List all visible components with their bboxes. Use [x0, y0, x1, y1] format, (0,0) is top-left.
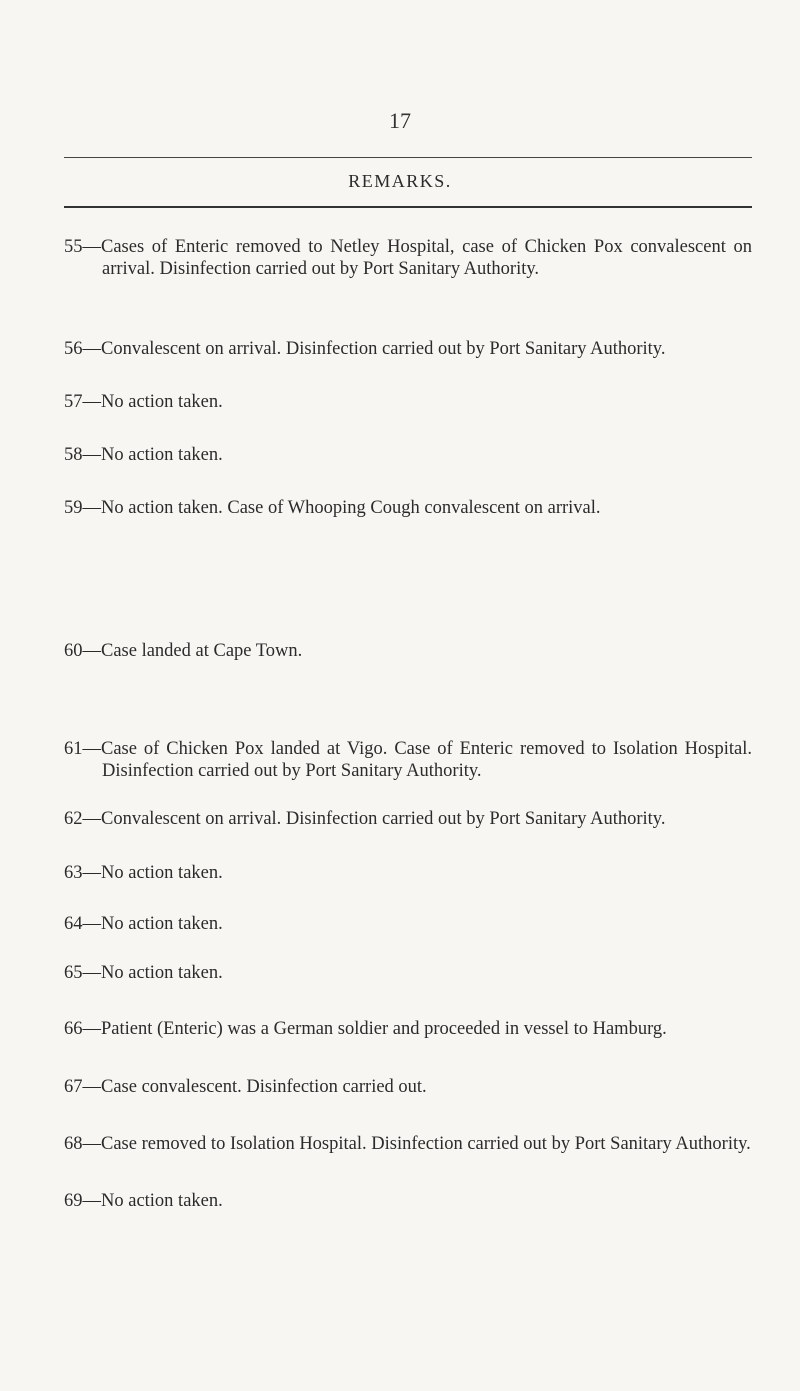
- remark-text: Case removed to Isolation Hospital. Disinfection carried out by Port Sanitary Authority.: [101, 1134, 751, 1154]
- remark-text: No action taken.: [101, 1191, 223, 1211]
- remark-separator: —: [82, 963, 101, 983]
- remark-number: 64: [64, 914, 83, 934]
- remark-text: No action taken.: [101, 392, 223, 412]
- remark-text: No action taken.: [101, 963, 223, 983]
- remark-entry-68: [64, 1133, 752, 1155]
- remark-entry-58: [64, 444, 752, 466]
- remark-entry-65: [64, 962, 752, 984]
- remark-separator: —: [82, 1134, 101, 1154]
- top-rule: [64, 157, 752, 158]
- remark-number: 63: [64, 863, 83, 883]
- remark-number: 59: [64, 498, 83, 518]
- remark-entry-56: [64, 338, 752, 360]
- remark-separator: —: [82, 914, 101, 934]
- remark-entry-63: [64, 862, 752, 884]
- remark-entry-69: [64, 1190, 752, 1212]
- remark-number: 57: [64, 392, 83, 412]
- remark-number: 60: [64, 641, 83, 661]
- remark-separator: —: [82, 1019, 101, 1039]
- remark-number: 62: [64, 809, 83, 829]
- remark-separator: —: [82, 809, 101, 829]
- remark-separator: —: [82, 1191, 101, 1211]
- remark-number: 55: [64, 237, 83, 257]
- remark-separator: —: [82, 445, 101, 465]
- remark-text: Convalescent on arrival. Disinfection carried out by Port Sanitary Authority.: [101, 339, 666, 359]
- remark-entry-67: [64, 1076, 752, 1098]
- remark-separator: —: [82, 392, 101, 412]
- remark-entry-60: [64, 640, 752, 662]
- remark-separator: —: [82, 237, 101, 257]
- remark-separator: —: [82, 339, 101, 359]
- remark-text: No action taken. Case of Whooping Cough convalescent on arrival.: [101, 498, 601, 518]
- remark-separator: —: [82, 498, 101, 518]
- remark-separator: —: [82, 641, 101, 661]
- remark-entry-64: [64, 913, 752, 935]
- remark-entry-55: [64, 236, 752, 280]
- remark-entry-61: [64, 738, 752, 782]
- remark-entry-59: [64, 497, 752, 519]
- remark-number: 66: [64, 1019, 83, 1039]
- bottom-rule: [64, 206, 752, 208]
- page-number: 17: [389, 108, 411, 133]
- remark-number: 69: [64, 1191, 83, 1211]
- remark-number: 67: [64, 1077, 83, 1097]
- remark-text: No action taken.: [101, 914, 223, 934]
- remark-separator: —: [82, 1077, 101, 1097]
- remark-entry-57: [64, 391, 752, 413]
- remark-text: Patient (Enteric) was a German soldier and proceeded in vessel to Hamburg.: [101, 1019, 667, 1039]
- remark-text: No action taken.: [101, 863, 223, 883]
- remark-text: Case convalescent. Disinfection carried out.: [101, 1077, 427, 1097]
- remark-text: Case landed at Cape Town.: [101, 641, 303, 661]
- remark-separator: —: [82, 739, 101, 759]
- remark-text: No action taken.: [101, 445, 223, 465]
- remark-text: Case of Chicken Pox landed at Vigo. Case of Enteric removed to Isolation Hospital. Disinfection carried out by Port Sanitary Authority.: [101, 739, 752, 781]
- remark-separator: —: [82, 863, 101, 883]
- remark-number: 65: [64, 963, 83, 983]
- remark-entry-62: [64, 808, 752, 830]
- remark-number: 68: [64, 1134, 83, 1154]
- remark-text: Convalescent on arrival. Disinfection carried out by Port Sanitary Authority.: [101, 809, 666, 829]
- remark-text: Cases of Enteric removed to Netley Hospital, case of Chicken Pox convalescent on arrival. Disinfection carried out by Port Sanitary Authority.: [101, 237, 752, 279]
- remark-number: 56: [64, 339, 83, 359]
- section-heading: REMARKS.: [348, 171, 452, 191]
- remark-number: 58: [64, 445, 83, 465]
- remark-entry-66: [64, 1018, 752, 1040]
- remark-number: 61: [64, 739, 83, 759]
